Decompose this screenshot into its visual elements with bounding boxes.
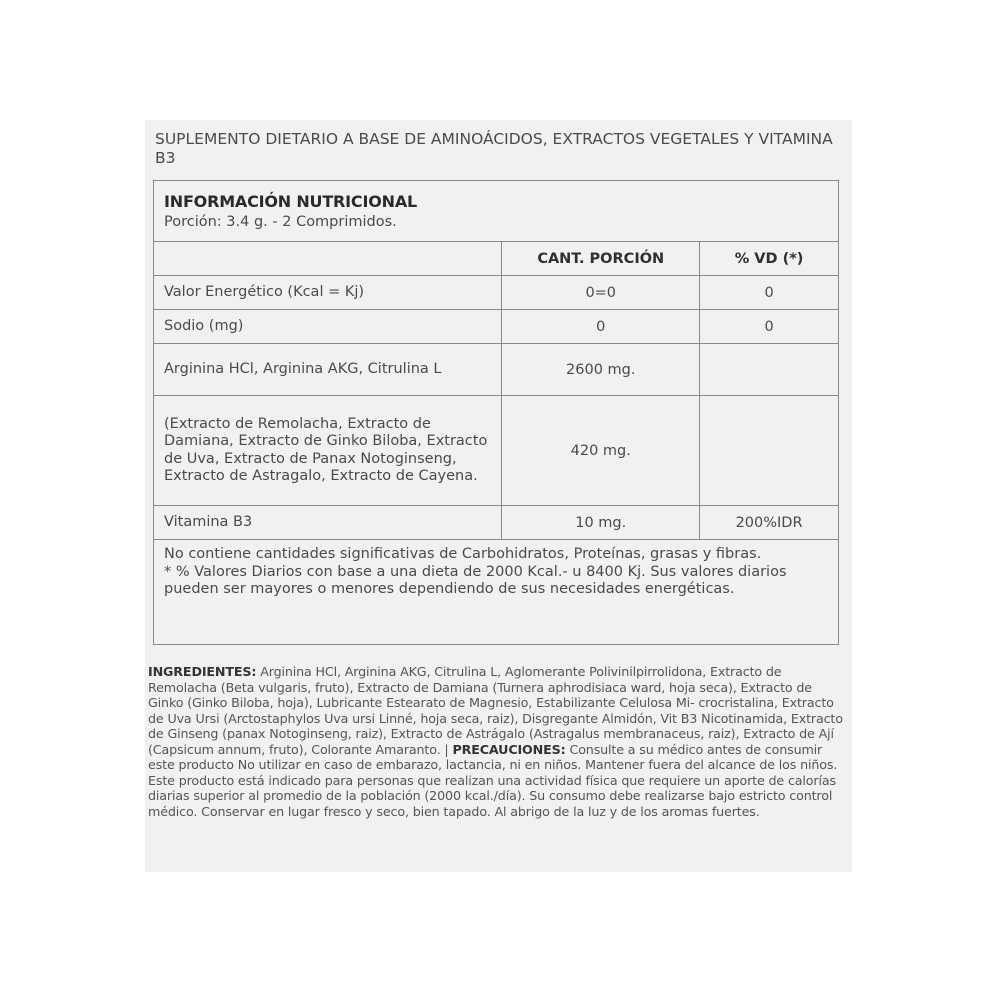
product-title: SUPLEMENTO DIETARIO A BASE DE AMINOÁCIDOS, EXTRACTOS VEGETALES Y VITAMINA B3: [155, 130, 833, 167]
row-name: Arginina HCl, Arginina AKG, Citrulina L: [154, 344, 502, 396]
footnote-row: [154, 540, 839, 645]
row-name: Vitamina B3: [154, 506, 502, 540]
column-header-row: [154, 242, 839, 276]
row-dv: 0: [700, 276, 839, 310]
precautions-label: PRECAUCIONES:: [452, 741, 566, 757]
table-row: [154, 344, 839, 396]
precautions-text: Consulte a su médico antes de consumir este producto No utilizar en caso de embarazo, lactancia, ni en niños. Mantener fuera del alcance de los niños. Este producto está indicado para personas que realizan una actividad física que requiere un aporte de calorías diarias superior al promedio de la población (2000 kcal./día). Su consumo debe realizarse bajo estricto control médico. Conservar en lugar fresco y seco, bien tapado. Al abrigo de la luz y de los aromas fuertes.: [148, 741, 838, 819]
row-amount: 0=0: [502, 276, 700, 310]
footnote-significant: No contiene cantidades significativas de Carbohidratos, Proteínas, grasas y fibras.: [164, 546, 762, 562]
row-amount: 2600 mg.: [502, 344, 700, 396]
table-row: [154, 310, 839, 344]
nutrition-title: INFORMACIÓN NUTRICIONAL: [164, 192, 417, 211]
row-name: (Extracto de Remolacha, Extracto de Damiana, Extracto de Ginko Biloba, Extracto de Uva, Extracto de Panax Notoginseng, Extracto de Astragalo, Extracto de Cayena.: [154, 396, 502, 506]
row-amount: 0: [502, 310, 700, 344]
ingredients-label: INGREDIENTES:: [148, 664, 257, 679]
row-dv: 200%IDR: [700, 506, 839, 540]
nutrition-table: [153, 180, 839, 645]
footnote-cell: [154, 540, 839, 645]
ingredients-text: Arginina HCl, Arginina AKG, Citrulina L, Aglomerante Polivinilpirrolidona, Extracto de Remolacha (Beta vulgaris, fruto), Extracto de Damiana (Turnera aphrodisiaca ward, hoja seca), Extracto de Ginko (Ginko Biloba, hoja), Lubricante Estearato de Magnesio, Estabilizante Celulosa Mi- crocristalina, Extracto de Uva Ursi (Arctostaphylos Uva ursi Linné, hoja seca, raiz), Disgregante Almidón, Vit B3 Nicotinamida, Extracto de Ginseng (panax Notoginseng, raiz), Extracto de Astrágalo (Astragalus membranaceus, raiz), Extracto de Ají (Capsicum annum, fruto), Colorante Amaranto. |: [148, 664, 843, 757]
row-amount: 10 mg.: [502, 506, 700, 540]
nutrition-header-cell: [154, 181, 839, 242]
table-row: [154, 276, 839, 310]
nutrition-header-row: [154, 181, 839, 242]
row-dv: 0: [700, 310, 839, 344]
serving-size: Porción: 3.4 g. - 2 Comprimidos.: [164, 214, 397, 230]
row-name: Valor Energético (Kcal = Kj): [154, 276, 502, 310]
row-name: Sodio (mg): [154, 310, 502, 344]
row-amount: 420 mg.: [502, 396, 700, 506]
row-dv: [700, 344, 839, 396]
column-header-dv: % VD (*): [700, 242, 839, 276]
ingredients-paragraph: [148, 664, 848, 819]
table-row: [154, 396, 839, 506]
column-header-amount: CANT. PORCIÓN: [502, 242, 700, 276]
column-header-empty: [154, 242, 502, 276]
table-row: [154, 506, 839, 540]
row-dv: [700, 396, 839, 506]
footnote-daily-values: * % Valores Diarios con base a una dieta de 2000 Kcal.- u 8400 Kj. Sus valores diarios pueden ser mayores o menores dependiendo de sus necesidades energéticas.: [164, 563, 787, 597]
